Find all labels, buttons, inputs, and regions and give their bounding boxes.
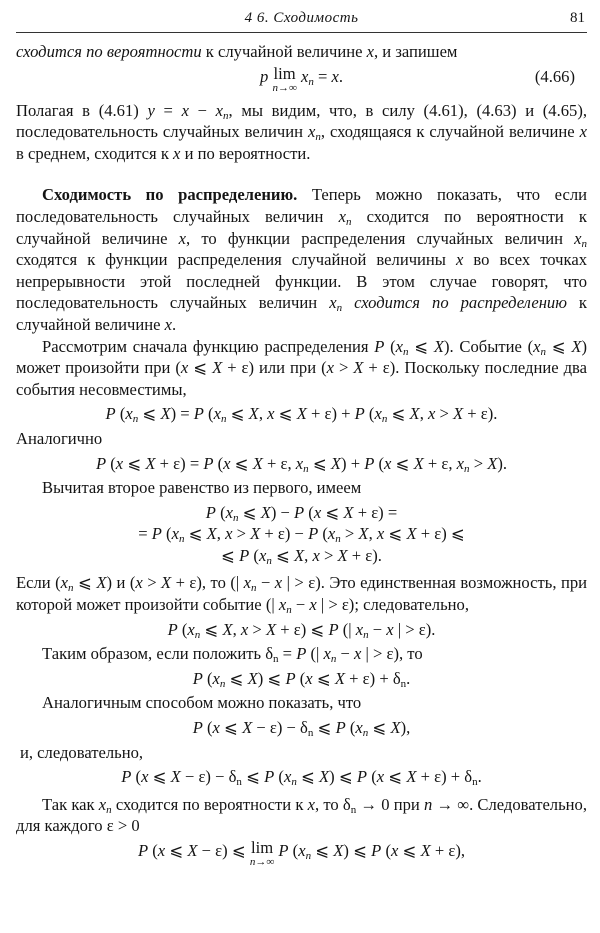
equation-g: P (x ⩽ $X - \varepsilon) - \delta_n$ ⩽ P ($x_n$ ⩽ X) ⩽ P (x ⩽ $X + \varepsilon) + \delta_n$. <box>121 767 482 789</box>
book-page <box>0 6 600 933</box>
paragraph-subtracting: Вычитая второе равенство из первого, имеем <box>42 478 362 498</box>
equation-f: P (x ⩽ $X - \varepsilon) - \delta_n$ ⩽ P ($x_n$ ⩽ X), <box>192 718 411 740</box>
paragraph-convergence-in-distribution: Сходимость по распределению. Теперь можно показать, что если последовательность случайных величин $x_n$ сходится по вероятности к случайной величине x, то функции распределения случайных величин $x_n$ сходятся к функции распределения случайной величины x во всех точках непрерывности этой последней функции. В этом случае говорят, что последовательность случайных величин $x_n$ сходится по распределению к случайной величине x. <box>16 185 588 334</box>
equation-e: P ($x_n$ ⩽ X) ⩽ P (x ⩽ $X + \varepsilon) + \delta_n$. <box>192 668 411 690</box>
equation-4-66-body: p lim n→∞ $x_n = x$. <box>259 63 343 94</box>
paragraph-7: Если ($x_n$ ⩽ X) и (x > X + ε), то (| $x_n - x$ | > ε). Это единственная возможность, при которой может произойти событие (| $x_n - x$ | > ε); следовательно, <box>16 573 587 617</box>
equation-c-line3: ⩽ P ($x_n$ ⩽ X, x > X + ε). <box>221 545 382 567</box>
equation-c-line2: = P ($x_n$ ⩽ X, x > X + ε) − P ($x_n > X$, x ⩽ X + ε) ⩽ <box>138 524 465 546</box>
section-title: 4 6. Сходимость <box>244 10 359 26</box>
equation-c-line1: P ($x_n$ ⩽ X) − P (x ⩽ X + ε) = <box>205 502 398 524</box>
paragraph-11: Так как $x_n$ сходится по вероятности к x, то $\delta_n \to 0$ при n → ∞. Следовательно, для каждого ε > 0 <box>16 794 587 836</box>
paragraph-4: Рассмотрим сначала функцию распределения P ($x_n$ ⩽ X). Событие ($x_n$ ⩽ X) может произойти при (x ⩽ X + ε) или при (x > X + ε). Поскольку последние два события несовместимы, <box>16 336 588 399</box>
paragraph-10: и, следовательно, <box>20 742 144 762</box>
paragraph-2: Полагая в (4.61) $y = x - x_n$, мы видим, что, в силу (4.61), (4.63) и (4.65), последовательность случайных величин $x_n$, сходящаяся к случайной величине x в среднем, сходится к x и по вероятности. <box>16 100 588 163</box>
equation-d: P ($x_n$ ⩽ X, x > X + ε) ⩽ P (| $x_n - x$ | > ε). <box>167 619 436 641</box>
equation-b: P (x ⩽ X + ε) = P (x ⩽ X + ε, $x_n$ ⩽ X) + P (x ⩽ X + ε, $x_n > X$). <box>95 453 508 475</box>
equation-number: (4.66) <box>534 66 575 86</box>
page-number: 81 <box>570 10 585 26</box>
equation-h: P (x ⩽ X − ε) ⩽ lim n→∞ P ($x_n$ ⩽ X) ⩽ P (x ⩽ X + ε), <box>137 838 466 868</box>
running-header <box>16 6 587 33</box>
equation-4-66 <box>16 63 587 94</box>
paragraph-8: Таким образом, если положить $\delta_n = P$ (| $x_n - x$ | > ε), то <box>42 644 423 666</box>
equation-a: P ($x_n$ ⩽ X) = P ($x_n$ ⩽ X, x ⩽ X + ε) + P ($x_n$ ⩽ X, x > X + ε). <box>105 404 498 426</box>
paragraph-1: сходится по вероятности к случайной величине x, и запишем <box>16 42 458 61</box>
paragraph-analogous: Аналогично <box>16 428 103 448</box>
paragraph-9: Аналогичным способом можно показать, что <box>42 693 362 713</box>
